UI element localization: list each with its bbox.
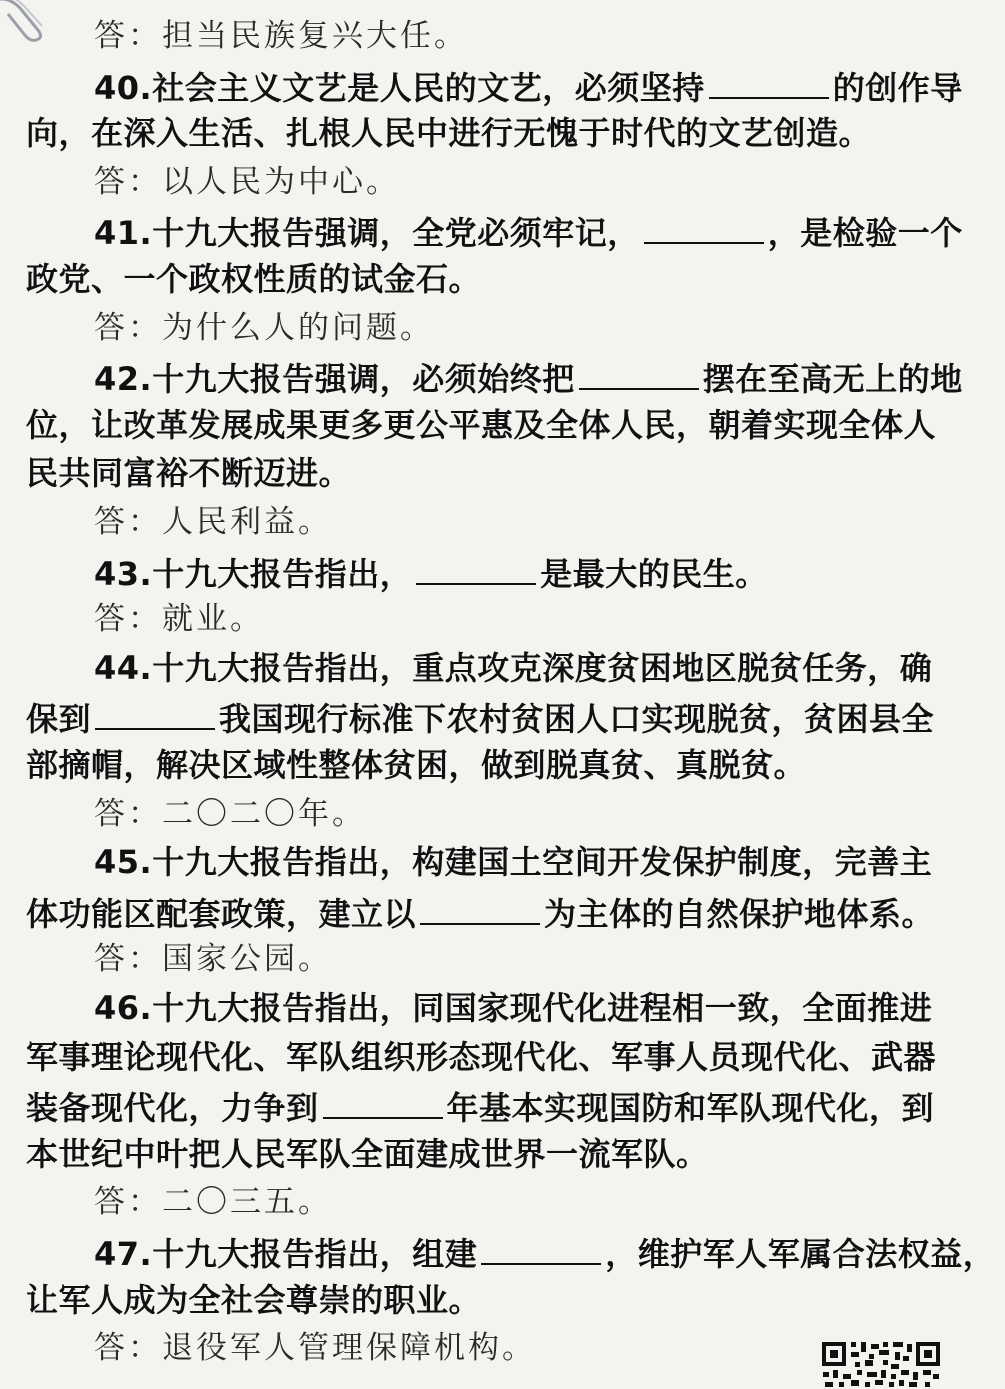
question-text: 40.社会主义文艺是人民的文艺，必须坚持 <box>94 68 705 107</box>
question-line <box>94 549 768 593</box>
question-text: 让军人成为全社会尊崇的职业。 <box>26 1280 482 1319</box>
question-text: 军事理论现代化、军队组织形态现代化、军事人员现代化、武器 <box>26 1037 937 1076</box>
question-text: 装备现代化，力争到 <box>26 1089 319 1128</box>
question-text: 我国现行标准下农村贫困人口实现脱贫，贫困县全 <box>219 700 935 739</box>
question-text: 46.十九大报告指出，同国家现代化进程相一致，全面推进 <box>94 989 933 1027</box>
question-line <box>26 1083 934 1127</box>
question-line <box>94 986 932 1030</box>
question-text: 45.十九大报告指出，构建国土空间开发保护制度，完善主 <box>94 843 933 882</box>
answer-line: 答：人民利益。 <box>94 504 332 540</box>
question-text: 部摘帽，解决区域性整体贫困，做到脱真贫、真脱贫。 <box>26 746 807 784</box>
question-text: 民共同富裕不断迈进。 <box>26 454 352 493</box>
question-text: 位，让改革发展成果更多更公平惠及全体人民，朝着实现全体人 <box>26 405 937 444</box>
question-text: 向，在深入生活、扎根人民中进行无愧于时代的文艺创造。 <box>26 114 872 153</box>
question-text: 44.十九大报告指出，重点攻克深度贫困地区脱贫任务，确 <box>94 648 933 687</box>
question-text: 的创作导 <box>832 68 963 107</box>
question-text: 47.十九大报告指出，组建 <box>94 1235 478 1273</box>
answer-line: 答：国家公园。 <box>94 941 332 978</box>
question-text: 是最大的民生。 <box>540 554 768 593</box>
question-text: 41.十九大报告强调，全党必须牢记， <box>94 214 640 253</box>
fill-in-blank <box>644 208 764 244</box>
question-line <box>26 403 936 447</box>
answer-line: 答：退役军人管理保障机构。 <box>94 1330 536 1367</box>
question-line <box>26 889 934 933</box>
question-text: ，是检验一个 <box>767 214 963 253</box>
fill-in-blank <box>420 889 540 925</box>
fill-in-blank <box>709 63 829 99</box>
question-text: ，维护军人军属合法权益， <box>605 1235 996 1273</box>
question-text: 保到 <box>26 700 92 739</box>
question-text: 摆在至高无上的地 <box>702 360 963 399</box>
question-text: 年基本实现国防和军队现代化，到 <box>446 1089 935 1128</box>
question-line <box>26 1278 481 1322</box>
question-line <box>94 1229 995 1273</box>
question-line <box>94 63 963 107</box>
question-line <box>94 208 963 252</box>
answer-line: 答：二〇三五。 <box>94 1184 332 1221</box>
answer-line: 答：以人民为中心。 <box>94 163 400 200</box>
question-line <box>94 354 963 398</box>
answer-line: 答：就业。 <box>94 601 264 638</box>
question-line <box>26 694 934 738</box>
answer-line: 答：二〇二〇年。 <box>94 795 366 832</box>
question-text: 政党、一个政权性质的试金石。 <box>26 260 482 298</box>
fill-in-blank <box>481 1229 601 1265</box>
answer-line: 答：为什么人的问题。 <box>94 309 434 346</box>
question-text: 43.十九大报告指出， <box>94 554 413 593</box>
fill-in-blank <box>323 1083 443 1119</box>
answer-line: 答：担当民族复兴大任。 <box>94 18 468 54</box>
question-text: 42.十九大报告强调，必须始终把 <box>94 360 575 399</box>
question-line <box>26 1035 936 1079</box>
question-line <box>26 1132 709 1176</box>
question-line <box>26 257 481 301</box>
question-line <box>26 743 806 787</box>
question-text: 本世纪中叶把人民军队全面建成世界一流军队。 <box>26 1134 709 1173</box>
question-text: 体功能区配套政策，建立以 <box>26 894 417 933</box>
question-line <box>94 646 932 690</box>
fill-in-blank <box>579 354 699 390</box>
qr-code-icon <box>821 1340 941 1389</box>
paperclip-icon <box>0 0 50 44</box>
question-line <box>94 840 932 884</box>
question-line <box>26 451 351 495</box>
fill-in-blank <box>95 694 215 730</box>
question-text: 为主体的自然保护地体系。 <box>544 894 935 933</box>
fill-in-blank <box>416 549 536 585</box>
question-line <box>26 111 871 155</box>
